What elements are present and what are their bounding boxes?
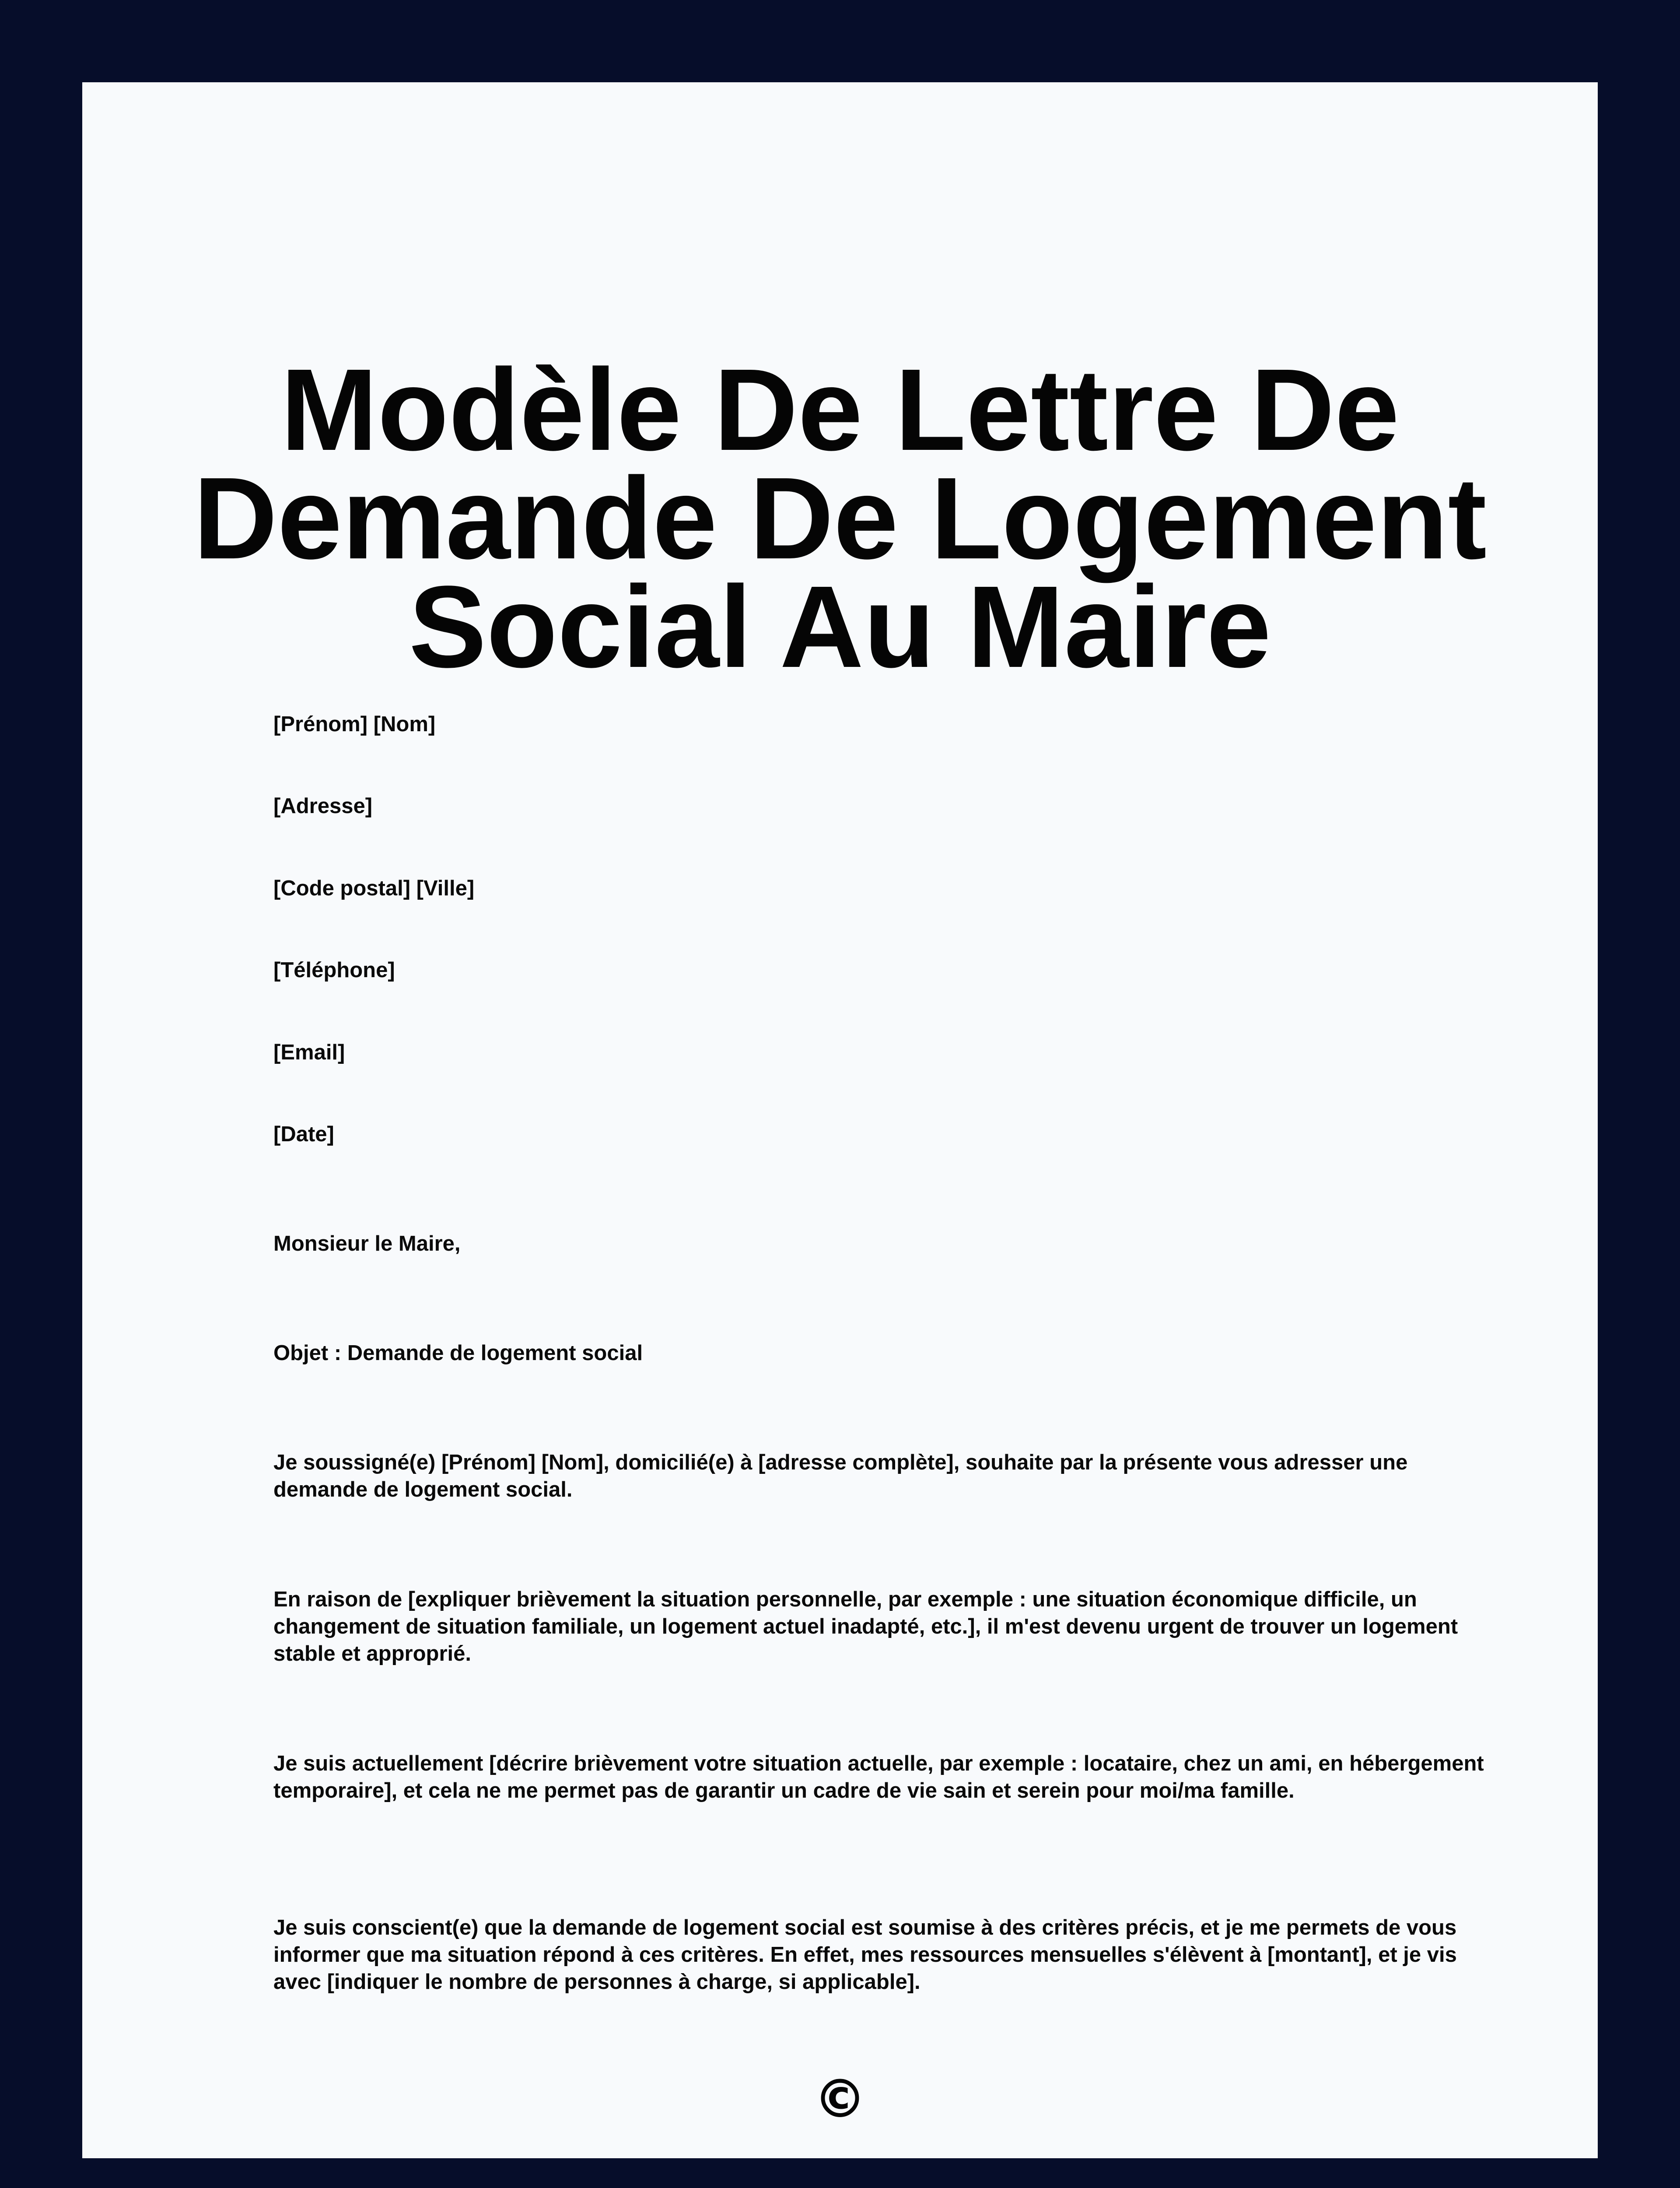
paragraph-current-housing: Je suis actuellement [décrire brièvement votre situation actuelle, par exemple : locataire, chez un ami, en hébergement temporaire], et cela ne me permet pas de garantir un cadre de vie sain et serein pour moi/ma famille. [273,1752,1484,1802]
title-line-1: Modèle De Lettre De [280,345,1400,475]
sender-name: [Prénom] [Nom] [273,712,436,736]
copyright-symbol: © [814,2069,866,2130]
salutation: Monsieur le Maire, [273,1232,461,1255]
paragraph-intro: Je soussigné(e) [Prénom] [Nom], domicilié(e) à [adresse complète], souhaite par la présente vous adresser une demande de logement social. [273,1451,1408,1501]
sender-phone: [Téléphone] [273,958,395,982]
title-line-3: Social Au Maire [409,562,1271,692]
subject-line: Objet : Demande de logement social [273,1341,643,1365]
paragraph-situation: En raison de [expliquer brièvement la situation personnelle, par exemple : une situation économique difficile, un changement de situation familiale, un logement actuel inadapté, etc.], il m'est devenu urgent de trouver un logement stable et approprié. [273,1588,1458,1666]
paragraph-criteria: Je suis conscient(e) que la demande de logement social est soumise à des critères précis, et je me permets de vous informer que ma situation répond à ces critères. En effet, mes ressources mensuelles s'élèvent à [montant], et je vis avec [indiquer le nombre de personnes à charge, si applicable]. [273,1916,1457,1994]
sender-email: [Email] [273,1041,345,1064]
sender-address: [Adresse] [273,794,373,818]
title-line-2: Demande De Logement [193,453,1487,583]
document-title [82,345,1598,692]
letter-date: [Date] [273,1122,334,1146]
sender-city: [Code postal] [Ville] [273,877,475,900]
letter-page [82,82,1598,2158]
